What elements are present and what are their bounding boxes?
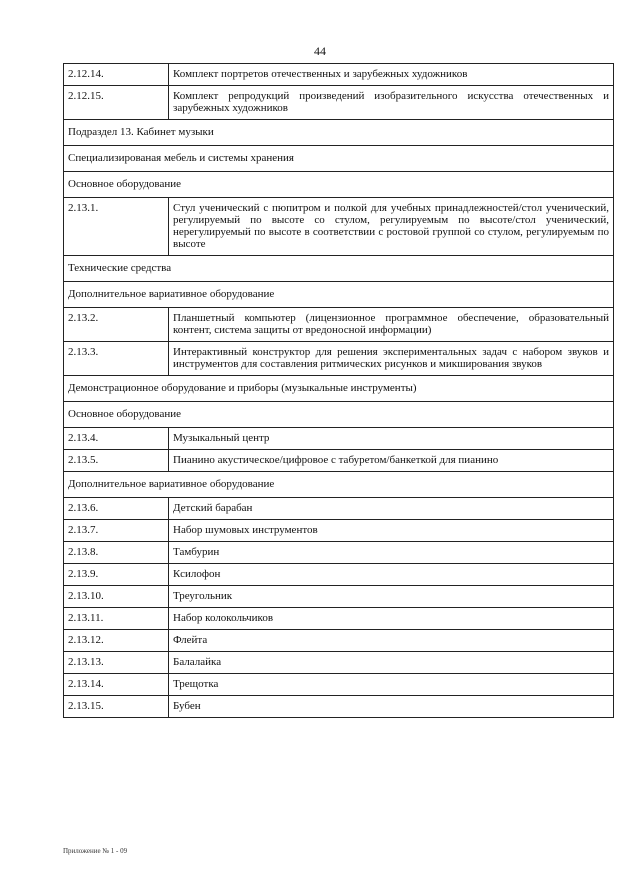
table-row xyxy=(64,586,614,608)
table-row xyxy=(64,64,614,86)
table-row xyxy=(64,450,614,472)
section-row xyxy=(64,376,614,402)
item-number: 2.13.13. xyxy=(64,652,169,674)
item-number: 2.13.5. xyxy=(64,450,169,472)
table-row xyxy=(64,608,614,630)
section-title: Демонстрационное оборудование и приборы (музыкальные инструменты) xyxy=(64,376,614,402)
section-row xyxy=(64,172,614,198)
table-row xyxy=(64,428,614,450)
section-row xyxy=(64,472,614,498)
table-row xyxy=(64,498,614,520)
table-row xyxy=(64,652,614,674)
section-title: Специализированая мебель и системы хранения xyxy=(64,146,614,172)
footer-note: Приложение № 1 - 09 xyxy=(63,847,128,855)
table-row xyxy=(64,198,614,256)
item-description: Пианино акустическое/цифровое с табуретом/банкеткой для пианино xyxy=(169,450,614,472)
item-number: 2.13.3. xyxy=(64,342,169,376)
item-description: Детский барабан xyxy=(169,498,614,520)
table-row xyxy=(64,86,614,120)
item-description: Комплект репродукций произведений изобразительного искусства отечественных и зарубежных художников xyxy=(169,86,614,120)
item-number: 2.13.9. xyxy=(64,564,169,586)
item-description: Бубен xyxy=(169,696,614,718)
section-row xyxy=(64,282,614,308)
section-title: Основное оборудование xyxy=(64,402,614,428)
item-description: Комплект портретов отечественных и зарубежных художников xyxy=(169,64,614,86)
section-row xyxy=(64,256,614,282)
table-row xyxy=(64,342,614,376)
section-title: Технические средства xyxy=(64,256,614,282)
item-description: Ксилофон xyxy=(169,564,614,586)
item-number: 2.13.7. xyxy=(64,520,169,542)
item-description: Интерактивный конструктор для решения экспериментальных задач с набором звуков и инструментов для составления ритмических рисунков и микширования звуков xyxy=(169,342,614,376)
section-title: Дополнительное вариативное оборудование xyxy=(64,472,614,498)
item-number: 2.13.4. xyxy=(64,428,169,450)
item-number: 2.13.8. xyxy=(64,542,169,564)
item-description: Планшетный компьютер (лицензионное программное обеспечение, образовательный контент, система защиты от вредоносной информации) xyxy=(169,308,614,342)
section-title: Дополнительное вариативное оборудование xyxy=(64,282,614,308)
item-description: Набор шумовых инструментов xyxy=(169,520,614,542)
item-description: Трещотка xyxy=(169,674,614,696)
section-title: Подраздел 13. Кабинет музыки xyxy=(64,120,614,146)
item-number: 2.13.11. xyxy=(64,608,169,630)
table-row xyxy=(64,520,614,542)
item-number: 2.13.2. xyxy=(64,308,169,342)
table-row xyxy=(64,696,614,718)
item-description: Набор колокольчиков xyxy=(169,608,614,630)
table-row xyxy=(64,630,614,652)
section-row xyxy=(64,146,614,172)
item-number: 2.13.15. xyxy=(64,696,169,718)
item-number: 2.13.1. xyxy=(64,198,169,256)
table-row xyxy=(64,564,614,586)
item-number: 2.13.10. xyxy=(64,586,169,608)
equipment-table xyxy=(63,63,614,718)
item-description: Стул ученический с пюпитром и полкой для учебных принадлежностей/стол ученический, регулируемый по высоте со стулом, регулируемым по высоте/стол ученический, нерегулируемый по высоте в соответствии с ростовой группой со стулом, регулируемым по высоте xyxy=(169,198,614,256)
item-number: 2.12.15. xyxy=(64,86,169,120)
item-description: Музыкальный центр xyxy=(169,428,614,450)
page-number: 44 xyxy=(314,44,326,58)
section-title: Основное оборудование xyxy=(64,172,614,198)
item-number: 2.12.14. xyxy=(64,64,169,86)
table-row xyxy=(64,674,614,696)
item-description: Балалайка xyxy=(169,652,614,674)
section-row xyxy=(64,120,614,146)
item-description: Треугольник xyxy=(169,586,614,608)
item-number: 2.13.6. xyxy=(64,498,169,520)
item-description: Флейта xyxy=(169,630,614,652)
table-row xyxy=(64,308,614,342)
item-description: Тамбурин xyxy=(169,542,614,564)
table-row xyxy=(64,542,614,564)
item-number: 2.13.12. xyxy=(64,630,169,652)
section-row xyxy=(64,402,614,428)
item-number: 2.13.14. xyxy=(64,674,169,696)
